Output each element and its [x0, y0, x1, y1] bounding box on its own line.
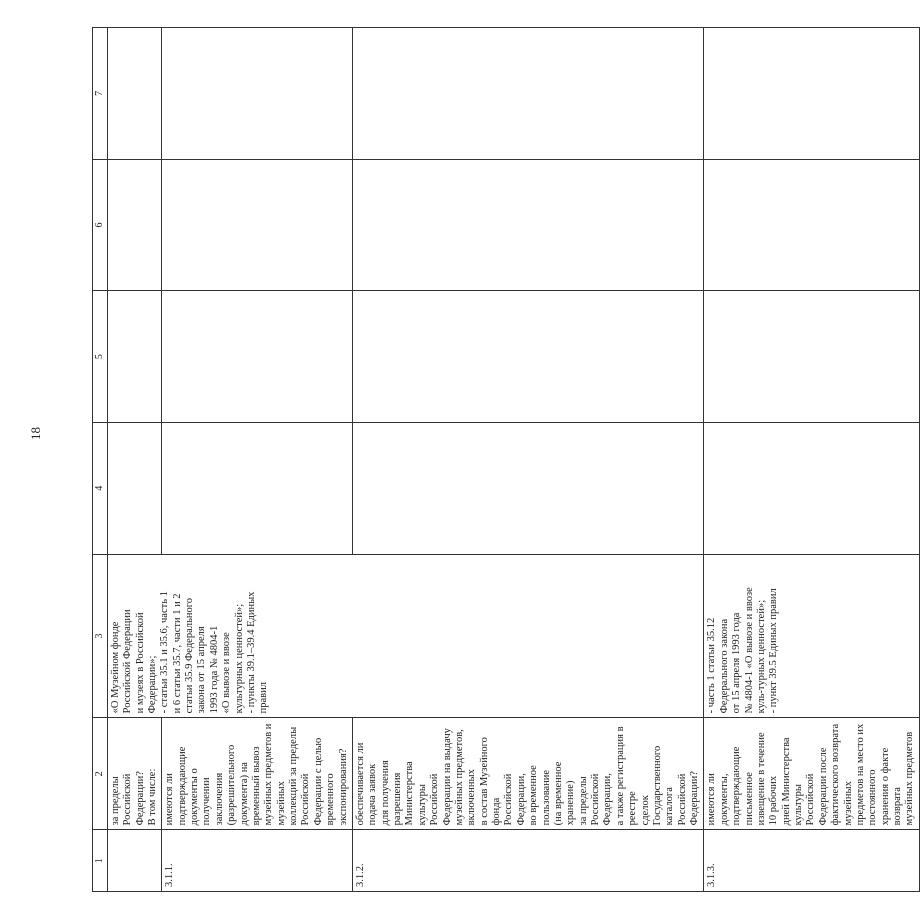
- row-question: за пределы Российской Федерации? В том числе:: [107, 718, 162, 830]
- empty-cell: [107, 422, 162, 554]
- empty-cell: [162, 159, 353, 291]
- row-question: имеются ли документы, подтверждающие письменное извещение в течение 10 рабочих дней Министерства культуры Российской Федерации после фактического возврата музейных предметов на место их постоянного хранения о факте возврата музейных предметов: [704, 718, 919, 830]
- table-row: [704, 28, 919, 892]
- empty-cell: [352, 291, 704, 423]
- empty-cell: [704, 422, 919, 554]
- column-header: 4: [93, 422, 108, 554]
- column-header: 6: [93, 159, 108, 291]
- empty-cell: [162, 28, 353, 160]
- empty-cell: [704, 159, 919, 291]
- column-header: 1: [93, 830, 108, 892]
- empty-cell: [162, 422, 353, 554]
- empty-cell: [352, 422, 704, 554]
- row-question: обеспечивается ли подача заявок для получения разрешения Министерства культуры Российской Федерации на выдачу музейных предметов, включенных в состав Музейного фонда Российской Федерации, во временное пользование (на временное хранение) за пределы Российской Федерации, а также регистрация в реестре сделок Государственного каталога Российской Федерации?: [352, 718, 704, 830]
- empty-cell: [352, 159, 704, 291]
- row-number: 3.1.1.: [162, 830, 353, 892]
- header-row: [93, 28, 108, 892]
- checklist-table: [92, 27, 920, 892]
- row-number: [107, 830, 162, 892]
- empty-cell: [352, 28, 704, 160]
- empty-cell: [107, 291, 162, 423]
- rotated-table-container: [92, 27, 916, 892]
- empty-cell: [107, 28, 162, 160]
- column-header: 2: [93, 718, 108, 830]
- row-legal-basis: «О Музейном фонде Российской Федерации и музеях в Российской Федерации»; - статьи 35.1 и 35.6, часть 1 и 6 статьи 35.7, части 1 и 2 статьи 35.9 Федерального закона от 15 апреля 1993 года № 4804-1 «О вывозе и ввозе культурных ценностей»; - пункты 39.1–39.4 Единых правил: [107, 554, 704, 718]
- column-header: 7: [93, 28, 108, 160]
- row-number: 3.1.2.: [352, 830, 704, 892]
- table-row: [107, 28, 162, 892]
- empty-cell: [107, 159, 162, 291]
- empty-cell: [704, 291, 919, 423]
- row-number: 3.1.3.: [704, 830, 919, 892]
- row-legal-basis: - часть 1 статьи 35.12 Федерального закона от 15 апреля 1993 года № 4804-1 «О вывозе и ввозе куль-турных ценностей»; - пункт 39.5 Единых правил: [704, 554, 919, 718]
- page-number: 18: [28, 427, 43, 440]
- empty-cell: [704, 28, 919, 160]
- empty-cell: [162, 291, 353, 423]
- row-question: имеются ли подтверждающие документы о получении заключения (разрешительного документа) на временный вывоз музейных предметов и музейных коллекций за пределы Российской Федерации с целью временного экспонирования?: [162, 718, 353, 830]
- table-row: [352, 28, 704, 892]
- column-header: 3: [93, 554, 108, 718]
- table-row: [162, 28, 353, 892]
- column-header: 5: [93, 291, 108, 423]
